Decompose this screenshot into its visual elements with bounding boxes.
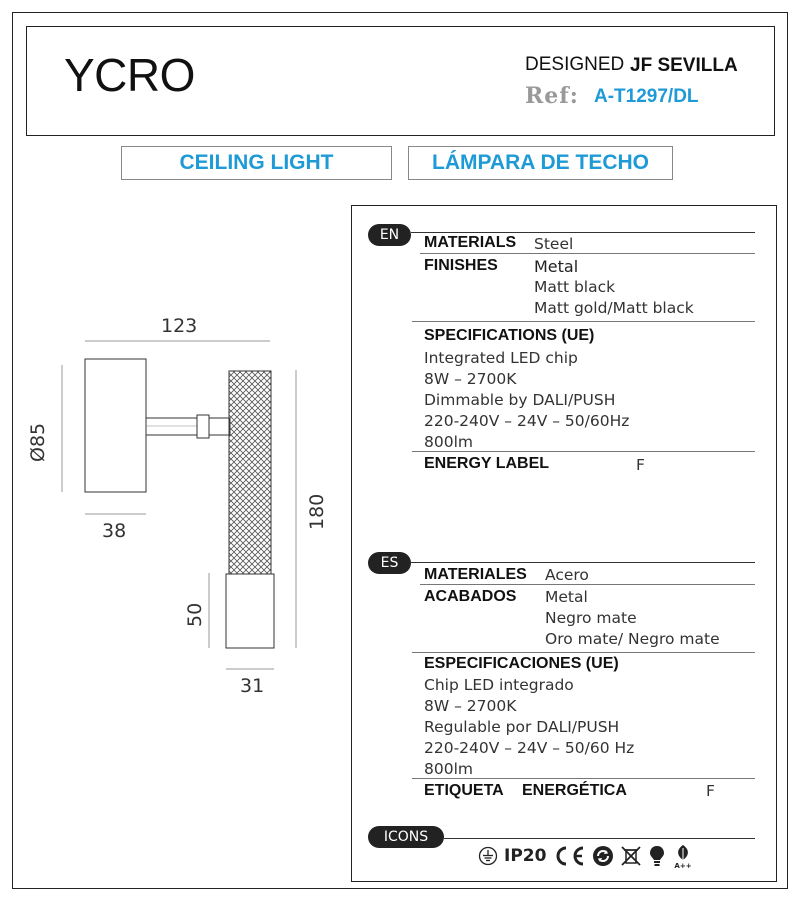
en-energy-label: ENERGY LABEL	[424, 455, 550, 472]
tag-es: ES	[368, 552, 411, 574]
dim-width: 123	[161, 315, 198, 337]
es-spec-2: 8W – 2700K	[424, 697, 517, 715]
en-rule-3	[412, 451, 755, 452]
dim-tube: 31	[240, 675, 265, 697]
es-rule-3	[412, 778, 755, 779]
recycle-icon	[592, 845, 614, 867]
dim-lower-height: 50	[184, 602, 206, 627]
en-spec-5: 800lm	[424, 433, 473, 451]
es-rule-1	[420, 584, 755, 585]
es-finish-2: Negro mate	[545, 609, 637, 627]
en-spec-1: Integrated LED chip	[424, 349, 578, 367]
en-top-rule	[411, 232, 755, 233]
mesh-tube	[229, 371, 271, 574]
weee-bin-icon	[620, 845, 642, 867]
certification-icons	[478, 843, 694, 869]
led-bulb-icon	[648, 844, 666, 868]
en-rule-1	[420, 253, 755, 254]
designer-name: JF SEVILLA	[630, 55, 738, 76]
ref-label: Ref:	[525, 83, 579, 109]
energy-class-text: A++	[674, 862, 693, 869]
arm-joint	[197, 415, 209, 438]
es-spec-4: 220-240V – 24V – 50/60 Hz	[424, 739, 635, 757]
en-finish-3: Matt gold/Matt black	[534, 299, 694, 317]
es-spec-5: 800lm	[424, 760, 473, 778]
es-spec-1: Chip LED integrado	[424, 676, 574, 694]
energy-leaf-icon	[672, 843, 694, 869]
en-spec-4: 220-240V – 24V – 50/60Hz	[424, 412, 630, 430]
en-materials-value: Steel	[534, 235, 574, 253]
es-energy-value: F	[706, 782, 715, 800]
base-disc	[85, 359, 146, 492]
en-spec-2: 8W – 2700K	[424, 370, 517, 388]
en-materials-label: MATERIALS	[424, 234, 517, 251]
en-finish-1: Metal	[534, 257, 579, 276]
es-materials-label: MATERIALES	[424, 566, 527, 583]
icons-rule	[444, 838, 755, 839]
title-es: LÁMPARA DE TECHO	[408, 146, 673, 180]
en-finish-2: Matt black	[534, 278, 616, 296]
brand-name: YCRO	[64, 49, 195, 101]
ce-mark-icon	[552, 845, 586, 867]
es-finish-3: Oro mate/ Negro mate	[545, 630, 720, 648]
es-finishes-label: ACABADOS	[424, 588, 517, 605]
es-energy-label-1: ETIQUETA	[424, 782, 504, 799]
arm-collar	[209, 418, 230, 435]
tag-en: EN	[368, 224, 411, 246]
dim-diameter: Ø85	[27, 422, 49, 462]
es-specs-label: ESPECIFICACIONES (UE)	[424, 655, 619, 672]
en-finishes-label: FINISHES	[424, 257, 498, 274]
earth-ground-icon	[478, 846, 498, 866]
en-specs-label: SPECIFICATIONS (UE)	[424, 327, 595, 344]
technical-drawing	[20, 300, 340, 710]
dim-height: 180	[306, 493, 328, 530]
en-rule-2	[412, 321, 755, 322]
es-rule-2	[412, 652, 755, 653]
dim-base: 38	[102, 520, 127, 542]
es-finish-1: Metal	[545, 588, 588, 606]
tag-icons: ICONS	[368, 826, 444, 848]
es-top-rule	[411, 562, 755, 563]
arm	[146, 418, 198, 435]
en-spec-3: Dimmable by DALI/PUSH	[424, 391, 616, 409]
es-energy-label-2: ENERGÉTICA	[522, 782, 627, 799]
ref-value: A-T1297/DL	[594, 86, 699, 107]
designed-label: DESIGNED	[525, 54, 625, 75]
es-spec-3: Regulable por DALI/PUSH	[424, 718, 620, 736]
es-materials-value: Acero	[545, 566, 589, 584]
lower-tube	[226, 574, 274, 648]
en-energy-value: F	[636, 456, 645, 474]
title-en: CEILING LIGHT	[121, 146, 392, 180]
ip-rating: IP20	[504, 846, 547, 866]
